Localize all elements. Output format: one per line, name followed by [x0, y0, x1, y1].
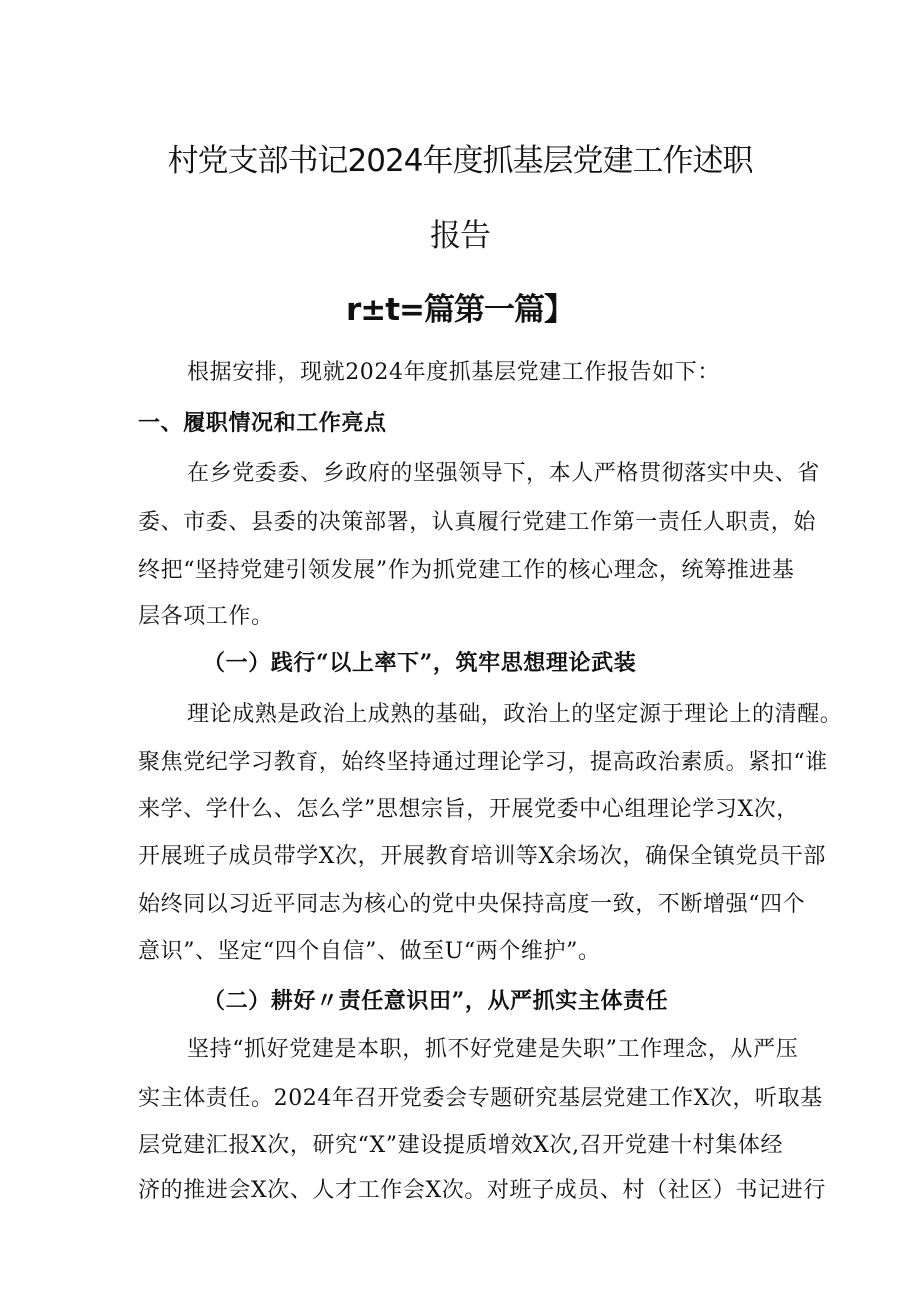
paragraph-line: 在乡党委委、乡政府的坚强领导下，本人严格贯彻落实中央、省: [187, 461, 820, 486]
paragraph-line: 聚焦党纪学习教育，始终坚持通过理论学习，提高政治素质。紧扣“谁: [138, 750, 828, 775]
paragraph-line: 层各项工作。: [138, 604, 274, 629]
paragraph-line: 开展班子成员带学X次，开展教育培训等X余场次，确保全镇党员干部: [138, 844, 826, 869]
subsection-heading: （一）践行“以上率下”，筑牢思想理论武装: [203, 650, 637, 676]
paragraph-line: 委、市委、县委的决策部署，认真履行党建工作第一责任人职责，始: [138, 510, 817, 535]
document-title-line-1: 村党支部书记2024年度抓基层党建工作述职: [167, 143, 753, 179]
paragraph-line: 终把“坚持党建引领发展”作为抓党建工作的核心理念，统筹推进基: [138, 558, 795, 583]
document-subtitle: r±t=篇第一篇】: [345, 292, 575, 328]
paragraph-line: 根据安排，现就2024年度抓基层党建工作报告如下：: [187, 360, 720, 385]
paragraph-line: 理论成熟是政治上成熟的基础，政治上的坚定源于理论上的清醒。: [187, 702, 843, 727]
paragraph-line: 意识”、坚定“四个自信”、做至U“两个维护”。: [138, 939, 601, 964]
document-title-line-2: 报告: [430, 218, 490, 254]
paragraph-line: 实主体责任。2024年召开党委会专题研究基层党建工作X次，听取基: [138, 1086, 823, 1111]
paragraph-line: 始终同以习近平同志为核心的党中央保持高度一致，不断增强“四个: [138, 892, 806, 917]
section-heading: 一、履职情况和工作亮点: [138, 410, 387, 436]
paragraph-line: 层党建汇报X次，研究“X”建设提质增效X次,召开党建十村集体经: [138, 1133, 784, 1158]
paragraph-line: 济的推进会X次、人才工作会X次。对班子成员、村（社区）书记进行: [138, 1178, 826, 1203]
subsection-heading: （二）耕好〃责任意识田”，从严抓实主体责任: [203, 988, 669, 1014]
paragraph-line: 坚持“抓好党建是本职，抓不好党建是失职”工作理念，从严压: [187, 1037, 799, 1062]
paragraph-line: 来学、学什么、怎么学”思想宗旨，开展党委中心组理论学习X次，: [138, 797, 799, 822]
